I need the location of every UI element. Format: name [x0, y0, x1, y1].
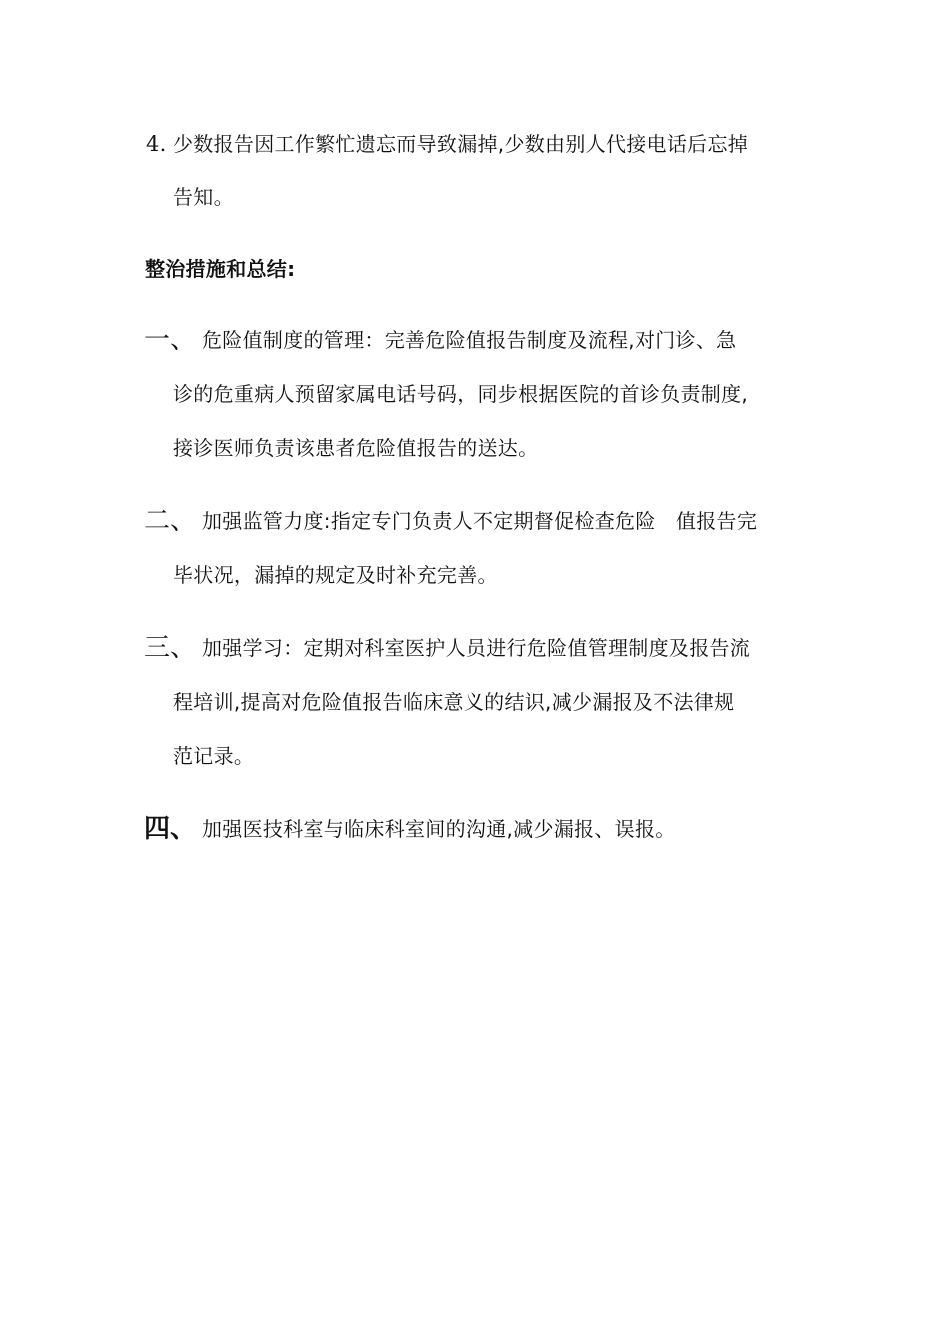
measure-marker-2: 二、	[144, 506, 197, 536]
measure-1-line-3: 接诊医师负责该患者危险值报告的送达。	[173, 436, 539, 460]
measure-2-line-1: 加强监管力度:指定专门负责人不定期督促检查危险 值报告完	[202, 509, 758, 533]
measure-marker-4: 四、	[144, 814, 197, 844]
measure-marker-3: 三、	[144, 633, 197, 663]
measure-4-line-1: 加强医技科室与临床科室间的沟通,减少漏报、误报。	[202, 817, 676, 841]
measure-2-line-2: 毕状况，漏掉的规定及时补充完善。	[173, 563, 498, 587]
measure-marker-1: 一、	[144, 325, 197, 355]
measure-1-line-2: 诊的危重病人预留家属电话号码，同步根据医院的首诊负责制度,	[173, 382, 749, 406]
measure-3-line-2: 程培训,提高对危险值报告临床意义的结识,减少漏报及不法律规	[173, 690, 735, 714]
item-number: 4.	[146, 132, 167, 156]
measure-3-line-3: 范记录。	[173, 744, 255, 768]
item4-line-2: 告知。	[173, 185, 234, 209]
item4-line-1: 少数报告因工作繁忙遗忘而导致漏掉,少数由别人代接电话后忘掉	[173, 132, 749, 156]
section-heading: 整治措施和总结:	[145, 257, 296, 281]
measure-1-line-1: 危险值制度的管理：完善危险值报告制度及流程,对门诊、急	[202, 328, 737, 352]
measure-3-line-1: 加强学习：定期对科室医护人员进行危险值管理制度及报告流	[202, 636, 751, 660]
